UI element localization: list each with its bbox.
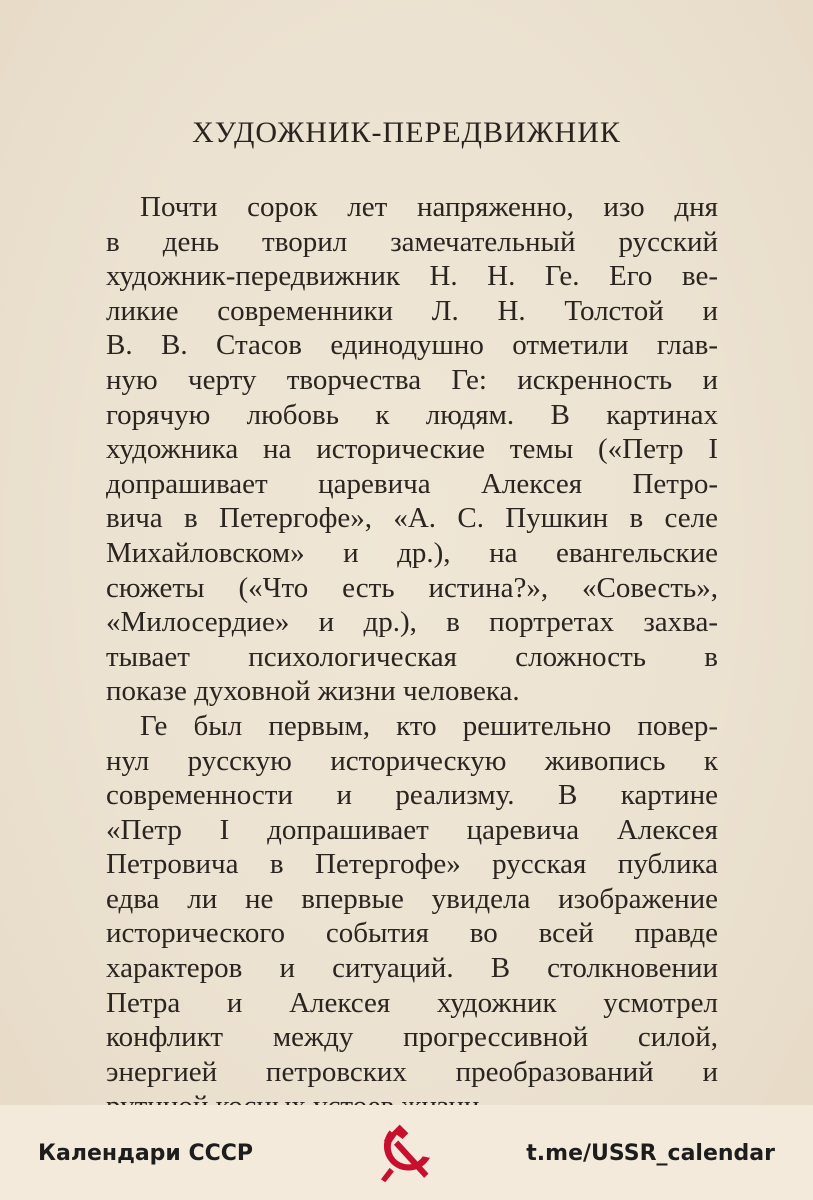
text-line: В. В. Стасов единодушно отметили глав- xyxy=(106,329,718,362)
text-line: Петра и Алексея художник усмотрел xyxy=(106,986,718,1019)
footer-brand-label: Календари СССР xyxy=(38,1141,254,1166)
text-line: исторического события во всей правде xyxy=(106,917,718,950)
text-line: ную черту творчества Ге: искренность и xyxy=(106,363,718,396)
text-line: допрашивает царевича Алексея Петро- xyxy=(106,467,718,500)
text-line: горячую любовь к людям. В картинах xyxy=(106,398,718,431)
text-line: художника на исторические темы («Петр I xyxy=(106,433,718,466)
article-body xyxy=(106,190,718,1124)
text-line: «Милосердие» и др.), в портретах захва- xyxy=(106,606,718,639)
text-line: Ге был первым, кто решительно повер- xyxy=(140,709,718,742)
text-line: показе духовной жизни человека. xyxy=(106,675,520,708)
text-line: энергией петровских преобразований и xyxy=(106,1055,718,1088)
text-line: вича в Петергофе», «А. С. Пушкин в селе xyxy=(106,502,718,535)
footer-link[interactable]: t.me/USSR_calendar xyxy=(526,1141,775,1166)
text-line: «Петр I допрашивает царевича Алексея xyxy=(106,813,718,846)
text-line: Михайловском» и др.), на евангельские xyxy=(106,536,718,569)
text-line: едва ли не впервые увидела изображение xyxy=(106,882,718,915)
text-line: сюжеты («Что есть истина?», «Совесть», xyxy=(106,571,718,604)
text-line: характеров и ситуаций. В столкновении xyxy=(106,952,718,985)
hammer-sickle-icon xyxy=(368,1116,440,1188)
text-line: нул русскую историческую живопись к xyxy=(106,744,718,777)
text-line: художник-передвижник Н. Н. Ге. Его ве- xyxy=(106,260,718,293)
text-line: конфликт между прогрессивной силой, xyxy=(106,1021,718,1054)
text-line: тывает психологическая сложность в xyxy=(106,640,718,673)
text-line: современности и реализму. В картине xyxy=(106,779,718,812)
text-line: в день творил замечательный русский xyxy=(106,225,718,258)
text-line: Почти сорок лет напряженно, изо дня xyxy=(140,191,718,223)
text-line: ликие современники Л. Н. Толстой и xyxy=(106,294,718,327)
text-line: Петровича в Петергофе» русская публика xyxy=(106,848,718,881)
page-title: ХУДОЖНИК-ПЕРЕДВИЖНИК xyxy=(192,116,621,149)
